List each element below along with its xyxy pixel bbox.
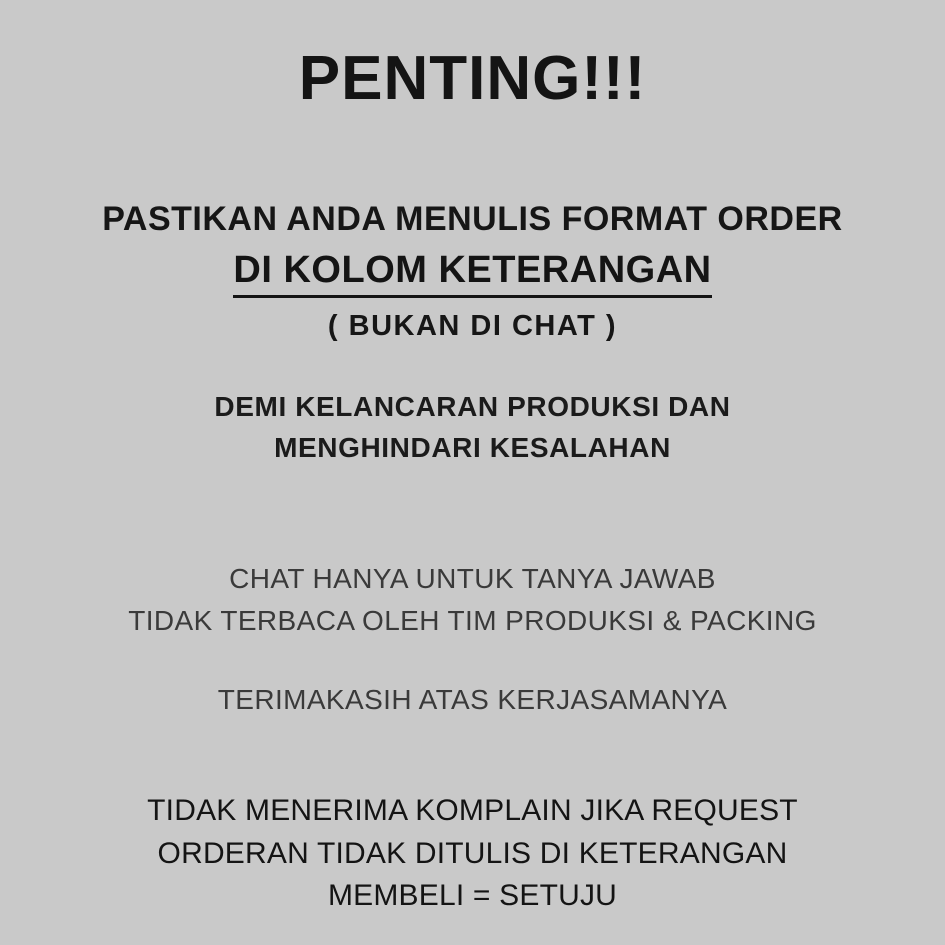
- reason-block: [0, 387, 945, 468]
- thanks-block: [0, 684, 945, 716]
- page-title: PENTING!!!: [298, 44, 647, 113]
- warning-line-3: MEMBELI = SETUJU: [327, 879, 618, 913]
- note-line-1: CHAT HANYA UNTUK TANYA JAWAB: [229, 563, 716, 595]
- thanks-line-1: TERIMAKASIH ATAS KERJASAMANYA: [217, 684, 728, 716]
- instruction-line-parenthetical: ( BUKAN DI CHAT ): [327, 310, 618, 342]
- note-line-2: TIDAK TERBACA OLEH TIM PRODUKSI & PACKING: [128, 605, 817, 637]
- instruction-line-primary: PASTIKAN ANDA MENULIS FORMAT ORDER: [102, 200, 843, 238]
- warning-line-2: ORDERAN TIDAK DITULIS DI KETERANGAN: [157, 836, 788, 870]
- reason-line-2: MENGHINDARI KESALAHAN: [274, 431, 671, 463]
- note-block: [0, 558, 945, 642]
- warning-block: [0, 790, 945, 918]
- main-instruction-block: [0, 198, 945, 343]
- instruction-line-emphasis: DI KOLOM KETERANGAN: [233, 247, 711, 299]
- reason-line-1: DEMI KELANCARAN PRODUKSI DAN: [214, 391, 731, 422]
- warning-line-1: TIDAK MENERIMA KOMPLAIN JIKA REQUEST: [147, 794, 798, 828]
